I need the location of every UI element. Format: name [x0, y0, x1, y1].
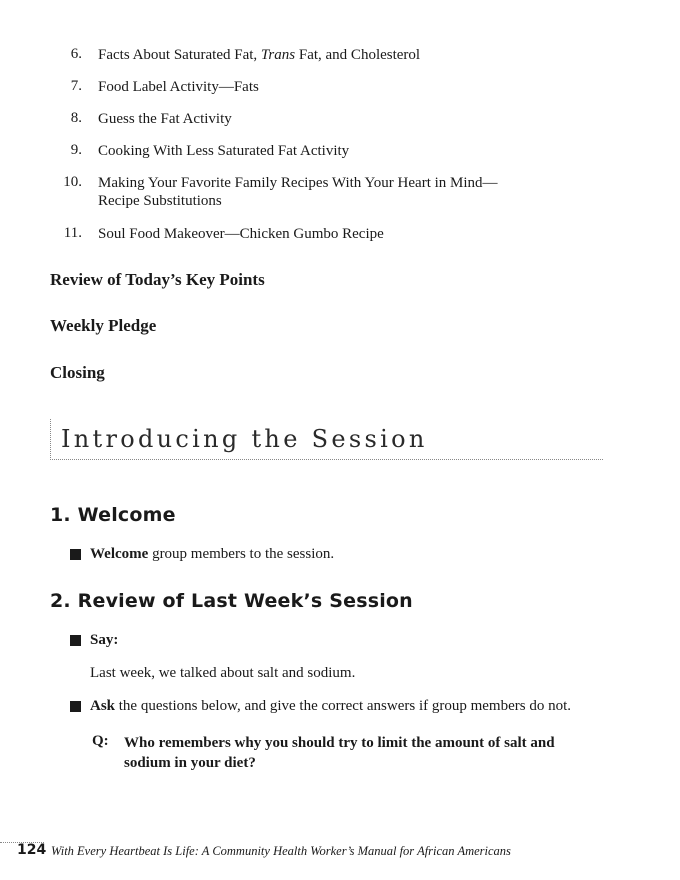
- question-label: Q:: [92, 733, 109, 749]
- welcome-instruction: [90, 546, 334, 563]
- list-item: Soul Food Makeover—Chicken Gumbo Recipe: [98, 226, 384, 242]
- list-item: [98, 174, 498, 210]
- review-heading: 2. Review of Last Week’s Session: [50, 590, 413, 612]
- list-number: 6.: [70, 46, 82, 62]
- question-line: sodium in your diet?: [124, 755, 256, 771]
- list-item: Food Label Activity—Fats: [98, 79, 259, 95]
- say-text: Last week, we talked about salt and sodium.: [90, 665, 356, 681]
- footer-title: With Every Heartbeat Is Life: A Community Health Worker’s Manual for African Americans: [51, 844, 511, 858]
- ask-instruction: [90, 698, 571, 715]
- question-line: Who remembers why you should try to limit the amount of salt and: [124, 735, 555, 751]
- square-bullet-icon: [70, 701, 81, 712]
- ask-text: the questions below, and give the correct answers if group members do not.: [115, 698, 572, 714]
- list-item-line: Recipe Substitutions: [98, 193, 222, 209]
- list-item: [98, 46, 420, 64]
- list-item-italic: Trans: [260, 47, 296, 63]
- list-item: Guess the Fat Activity: [98, 111, 232, 127]
- welcome-text: group members to the session.: [148, 546, 335, 562]
- say-label: Say:: [90, 632, 119, 648]
- outline-closing-heading: Closing: [50, 363, 105, 382]
- outline-review-heading: Review of Today’s Key Points: [50, 270, 265, 289]
- list-item-text: Facts About Saturated Fat,: [98, 47, 261, 63]
- list-item-text: Fat, and Cholesterol: [295, 47, 421, 63]
- section-title-box: [50, 419, 603, 460]
- list-number: 11.: [63, 225, 82, 241]
- list-item: Cooking With Less Saturated Fat Activity: [98, 143, 350, 159]
- square-bullet-icon: [70, 549, 81, 560]
- ask-bold: Ask: [90, 698, 116, 714]
- section-title: Introducing the Session: [61, 425, 428, 453]
- list-item-line: Making Your Favorite Family Recipes With Your Heart in Mind—: [98, 175, 498, 191]
- list-number: 7.: [70, 78, 82, 94]
- welcome-heading: 1. Welcome: [50, 504, 176, 526]
- square-bullet-icon: [70, 635, 81, 646]
- list-number: 10.: [63, 174, 82, 190]
- list-number: 9.: [70, 142, 82, 158]
- question-text: [124, 733, 555, 773]
- outline-pledge-heading: Weekly Pledge: [50, 316, 157, 335]
- welcome-bold: Welcome: [90, 546, 149, 562]
- page-number: 124: [17, 842, 47, 858]
- list-number: 8.: [70, 110, 82, 126]
